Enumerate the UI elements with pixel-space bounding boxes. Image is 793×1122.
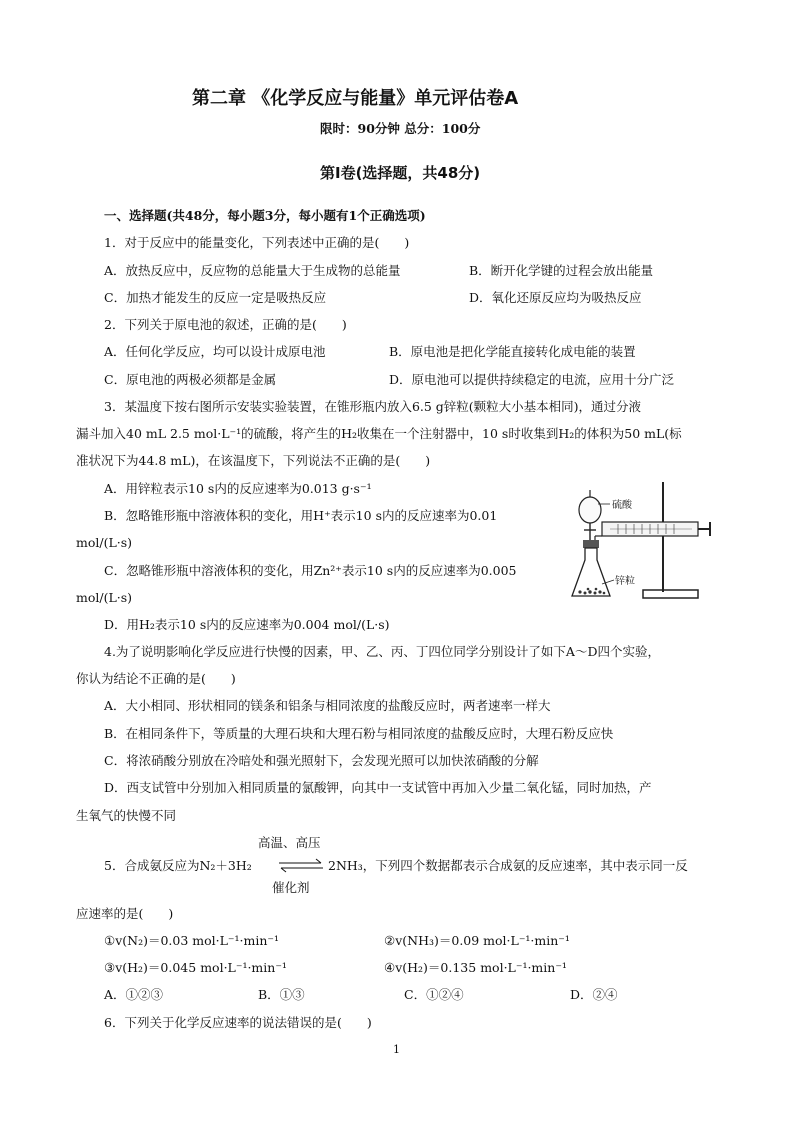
q4-option-b: B．在相同条件下，等质量的大理石块和大理石粉与相同浓度的盐酸反应时，大理石粉反应快 bbox=[104, 726, 614, 741]
q3-stem-line3: 准状况下为44.8 mL)，在该温度下，下列说法不正确的是( ) bbox=[76, 453, 431, 468]
q5-option-a: A．①②③ bbox=[104, 987, 164, 1002]
q3-stem-line1: 3．某温度下按右图所示安装实验装置，在锥形瓶内放入6.5 g锌粒(颗粒大小基本相同)，通过分液 bbox=[104, 399, 642, 414]
q1-option-b: B．断开化学键的过程会放出能量 bbox=[469, 263, 654, 278]
q1-stem: 1．对于反应中的能量变化，下列表述中正确的是( ) bbox=[104, 235, 410, 250]
q4-stem-line1: 4.为了说明影响化学反应进行快慢的因素，甲、乙、丙、丁四位同学分别设计了如下A～D四个实验， bbox=[104, 644, 660, 659]
q1-option-a: A．放热反应中，反应物的总能量大于生成物的总能量 bbox=[104, 263, 401, 278]
q3-option-a: A．用锌粒表示10 s内的反应速率为0.013 g·s⁻¹ bbox=[104, 481, 372, 496]
q5-condition-bottom: 催化剂 bbox=[272, 880, 310, 895]
q2-option-c: C．原电池的两极必须都是金属 bbox=[104, 372, 277, 387]
q5-item-3: ③v(H₂)＝0.045 mol·L⁻¹·min⁻¹ bbox=[104, 960, 287, 975]
q5-item-1: ①v(N₂)＝0.03 mol·L⁻¹·min⁻¹ bbox=[104, 933, 280, 948]
q5-item-2: ②v(NH₃)＝0.09 mol·L⁻¹·min⁻¹ bbox=[384, 933, 570, 948]
exam-subtitle: 限时：90分钟 总分：100分 bbox=[320, 121, 481, 136]
q5-stem-left: 5．合成氨反应为N₂＋3H₂ bbox=[104, 858, 252, 873]
q4-option-a: A．大小相同、形状相同的镁条和铝条与相同浓度的盐酸反应时，两者速率一样大 bbox=[104, 698, 551, 713]
q5-condition-top: 高温、高压 bbox=[258, 835, 321, 850]
q5-option-c: C．①②④ bbox=[404, 987, 464, 1002]
figure-label-sulfuric-acid: 硫酸 bbox=[612, 500, 632, 511]
q4-stem-line2: 你认为结论不正确的是( ) bbox=[76, 671, 236, 686]
q1-option-d: D．氧化还原反应均为吸热反应 bbox=[469, 290, 642, 305]
q3-stem-line2: 漏斗加入40 mL 2.5 mol·L⁻¹的硫酸，将产生的H₂收集在一个注射器中，10 s时收集到H₂的体积为50 mL(标 bbox=[76, 426, 682, 441]
page-title: 第二章 《化学反应与能量》单元评估卷A bbox=[192, 88, 519, 109]
q4-option-d-line2: 生氧气的快慢不同 bbox=[76, 808, 177, 823]
q1-option-c: C．加热才能发生的反应一定是吸热反应 bbox=[104, 290, 327, 305]
q4-option-d-line1: D．西支试管中分别加入相同质量的氯酸钾，向其中一支试管中再加入少量二氧化锰，同时加热，产 bbox=[104, 780, 652, 795]
experiment-apparatus-figure bbox=[568, 480, 713, 602]
q3-option-c-line1: C．忽略锥形瓶中溶液体积的变化，用Zn²⁺表示10 s内的反应速率为0.005 bbox=[104, 563, 517, 578]
q2-option-b: B．原电池是把化学能直接转化成电能的装置 bbox=[389, 344, 636, 359]
q3-option-b-line1: B．忽略锥形瓶中溶液体积的变化，用H⁺表示10 s内的反应速率为0.01 bbox=[104, 508, 498, 523]
page-number: 1 bbox=[393, 1043, 400, 1056]
q2-stem: 2．下列关于原电池的叙述，正确的是( ) bbox=[104, 317, 347, 332]
q2-option-a: A．任何化学反应，均可以设计成原电池 bbox=[104, 344, 326, 359]
q3-option-d: D．用H₂表示10 s内的反应速率为0.004 mol/(L·s) bbox=[104, 617, 390, 632]
part-heading: 一、选择题(共48分，每小题3分，每小题有1个正确选项) bbox=[104, 208, 426, 223]
q5-option-d: D．②④ bbox=[570, 987, 618, 1002]
q5-item-4: ④v(H₂)＝0.135 mol·L⁻¹·min⁻¹ bbox=[384, 960, 567, 975]
q5-option-b: B．①③ bbox=[258, 987, 305, 1002]
q2-option-d: D．原电池可以提供持续稳定的电流，应用十分广泛 bbox=[389, 372, 675, 387]
q5-stem-right: 2NH₃，下列四个数据都表示合成氨的反应速率，其中表示同一反 bbox=[328, 858, 688, 873]
q3-option-b-line2: mol/(L·s) bbox=[76, 535, 133, 550]
reversible-arrow-icon bbox=[277, 857, 325, 875]
figure-label-zinc: 锌粒 bbox=[615, 576, 635, 587]
q4-option-c: C．将浓硝酸分别放在冷暗处和强光照射下，会发现光照可以加快浓硝酸的分解 bbox=[104, 753, 539, 768]
section-title: 第Ⅰ卷(选择题，共48分) bbox=[320, 164, 481, 182]
q3-option-c-line2: mol/(L·s) bbox=[76, 590, 133, 605]
q6-stem: 6．下列关于化学反应速率的说法错误的是( ) bbox=[104, 1015, 372, 1030]
q5-stem-line2: 应速率的是( ) bbox=[76, 906, 174, 921]
